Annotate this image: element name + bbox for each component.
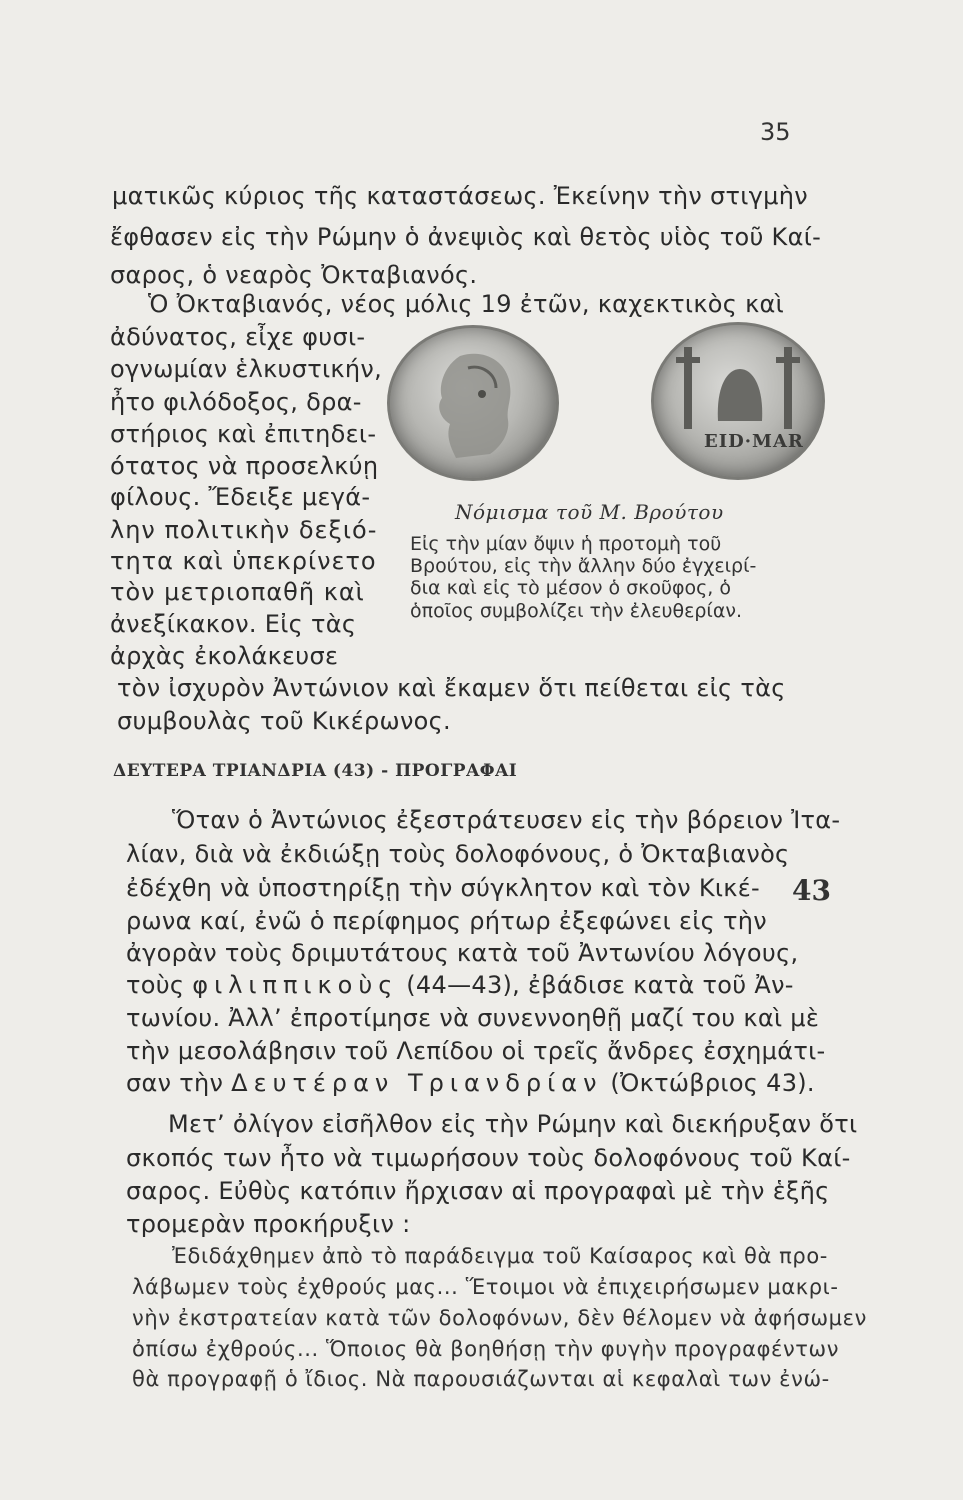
spaced-term: Δευτέραν Τριανδρίαν xyxy=(231,1069,603,1097)
text-line: ἦτο φιλόδοξος, δρα- xyxy=(110,388,362,416)
text-line: ρωνα καί, ἐνῶ ὁ περίφημος ρήτωρ ἐξεφώνει εἰς τὴν xyxy=(126,907,767,935)
text-line: συμβουλὰς τοῦ Κικέρωνος. xyxy=(117,707,451,735)
text-line: σαρος, ὁ νεαρὸς Ὀκταβιανός. xyxy=(110,261,478,289)
coin-reverse-image xyxy=(651,322,825,480)
section-heading: ΔΕΥΤΕΡΑ ΤΡΙΑΝΔΡΙΑ (43) - ΠΡΟΓΡΑΦΑΙ xyxy=(113,761,518,781)
text-span: (Ὀκτώβριος 43). xyxy=(602,1069,815,1097)
text-line: λην πολιτικὴν δεξιό- xyxy=(110,516,378,544)
text-line: σκοπός των ἦτο νὰ τιμωρήσουν τοὺς δολοφόνους τοῦ Καί- xyxy=(126,1144,851,1172)
text-span: (44—43), ἐβάδισε κατὰ τοῦ Ἀν- xyxy=(398,971,794,999)
text-line: τὸν ἰσχυρὸν Ἀντώνιον καὶ ἔκαμεν ὅτι πείθεται εἰς τὰς xyxy=(117,674,786,702)
text-line: Ὁ Ὀκταβιανός, νέος μόλις 19 ἐτῶν, καχεκτικὸς καὶ xyxy=(148,290,785,318)
text-line: ἔφθασεν εἰς τὴν Ρώμην ὁ ἀνεψιὸς καὶ θετὸς υἱὸς τοῦ Καί- xyxy=(110,223,822,251)
text-line: λίαν, διὰ νὰ ἐκδιώξῃ τοὺς δολοφόνους, ὁ Ὀκταβιανὸς xyxy=(126,840,790,868)
daggers-and-cap-icon xyxy=(654,325,822,477)
brutus-portrait-icon xyxy=(390,328,556,478)
quote-line: λάβωμεν τοὺς ἐχθρούς μας... Ἕτοιμοι νὰ ἐπιχειρήσωμεν μακρι- xyxy=(132,1275,839,1299)
text-line xyxy=(126,1067,815,1099)
text-line: Ὅταν ὁ Ἀντώνιος ἐξεστράτευσεν εἰς τὴν βόρειον Ἰτα- xyxy=(172,806,841,834)
text-line: ἀρχὰς ἐκολάκευσε xyxy=(110,642,339,670)
margin-number: 43 xyxy=(792,874,831,907)
page-number: 35 xyxy=(760,118,791,146)
text-line: τὸν μετριοπαθῆ καὶ xyxy=(110,578,365,606)
text-line: ματικῶς κύριος τῆς καταστάσεως. Ἐκείνην τὴν στιγμὴν xyxy=(112,182,808,210)
quote-line: νὴν ἐκστρατείαν κατὰ τῶν δολοφόνων, δὲν θέλομεν νὰ ἀφήσωμεν xyxy=(132,1306,867,1330)
quote-line: ὀπίσω ἐχθρούς... Ὅποιος θὰ βοηθήσῃ τὴν φυγὴν προγραφέντων xyxy=(132,1337,840,1361)
quote-line: θὰ προγραφῇ ὁ ἴδιος. Νὰ παρουσιάζωνται αἱ κεφαλαὶ των ἐνώ- xyxy=(132,1367,830,1391)
text-line: ἀνεξίκακον. Εἰς τὰς xyxy=(110,610,357,638)
figure-caption-line: Βρούτου, εἰς τὴν ἄλλην δύο ἐγχειρί- xyxy=(410,555,757,577)
text-line: στήριος καὶ ἐπιτηδει- xyxy=(110,420,377,448)
text-span: τοὺς xyxy=(126,971,193,999)
figure-caption-title: Νόμισμα τοῦ Μ. Βρούτου xyxy=(455,500,724,524)
text-line: ότατος νὰ προσελκύῃ xyxy=(110,452,379,480)
coin-inscription: EID·MAR xyxy=(704,431,804,452)
text-line: Μετ’ ὀλίγον εἰσῆλθον εἰς τὴν Ρώμην καὶ διεκήρυξαν ὅτι xyxy=(168,1110,858,1138)
spaced-term: φιλιππικοὺς xyxy=(192,971,399,999)
quote-line: Ἐδιδάχθημεν ἀπὸ τὸ παράδειγμα τοῦ Καίσαρος καὶ θὰ προ- xyxy=(172,1244,828,1268)
text-line xyxy=(126,969,794,1001)
coin-obverse-image xyxy=(387,325,559,481)
text-line: ἀγορὰν τοὺς δριμυτάτους κατὰ τοῦ Ἀντωνίου λόγους, xyxy=(126,939,799,967)
text-line: σαρος. Εὐθὺς κατόπιν ἤρχισαν αἱ προγραφαὶ μὲ τὴν ἑξῆς xyxy=(126,1177,830,1205)
figure-caption-line: δια καὶ εἰς τὸ μέσον ὁ σκοῦφος, ὁ xyxy=(410,577,732,599)
text-line: φίλους. Ἔδειξε μεγά- xyxy=(110,483,371,511)
figure-caption-line: ὁποῖος συμβολίζει τὴν ἐλευθερίαν. xyxy=(410,600,743,622)
text-line: ἀδύνατος, εἶχε φυσι- xyxy=(110,323,366,351)
text-line: ογνωμίαν ἑλκυστικήν, xyxy=(110,355,383,383)
figure-caption-line: Εἰς τὴν μίαν ὄψιν ἡ προτομὴ τοῦ xyxy=(410,533,722,555)
text-line: τὴν μεσολάβησιν τοῦ Λεπίδου οἱ τρεῖς ἄνδρες ἐσχημάτι- xyxy=(126,1037,826,1065)
text-line: τωνίου. Ἀλλ’ ἐπροτίμησε νὰ συνεννοηθῇ μαζί του καὶ μὲ xyxy=(126,1004,820,1032)
text-line: τρομερὰν προκήρυξιν : xyxy=(126,1210,411,1238)
text-line: ἐδέχθη νὰ ὑποστηρίξῃ τὴν σύγκλητον καὶ τὸν Κικέ- xyxy=(126,874,760,902)
text-span: σαν τὴν xyxy=(126,1069,232,1097)
text-line: τητα καὶ ὑπεκρίνετο xyxy=(110,547,377,575)
